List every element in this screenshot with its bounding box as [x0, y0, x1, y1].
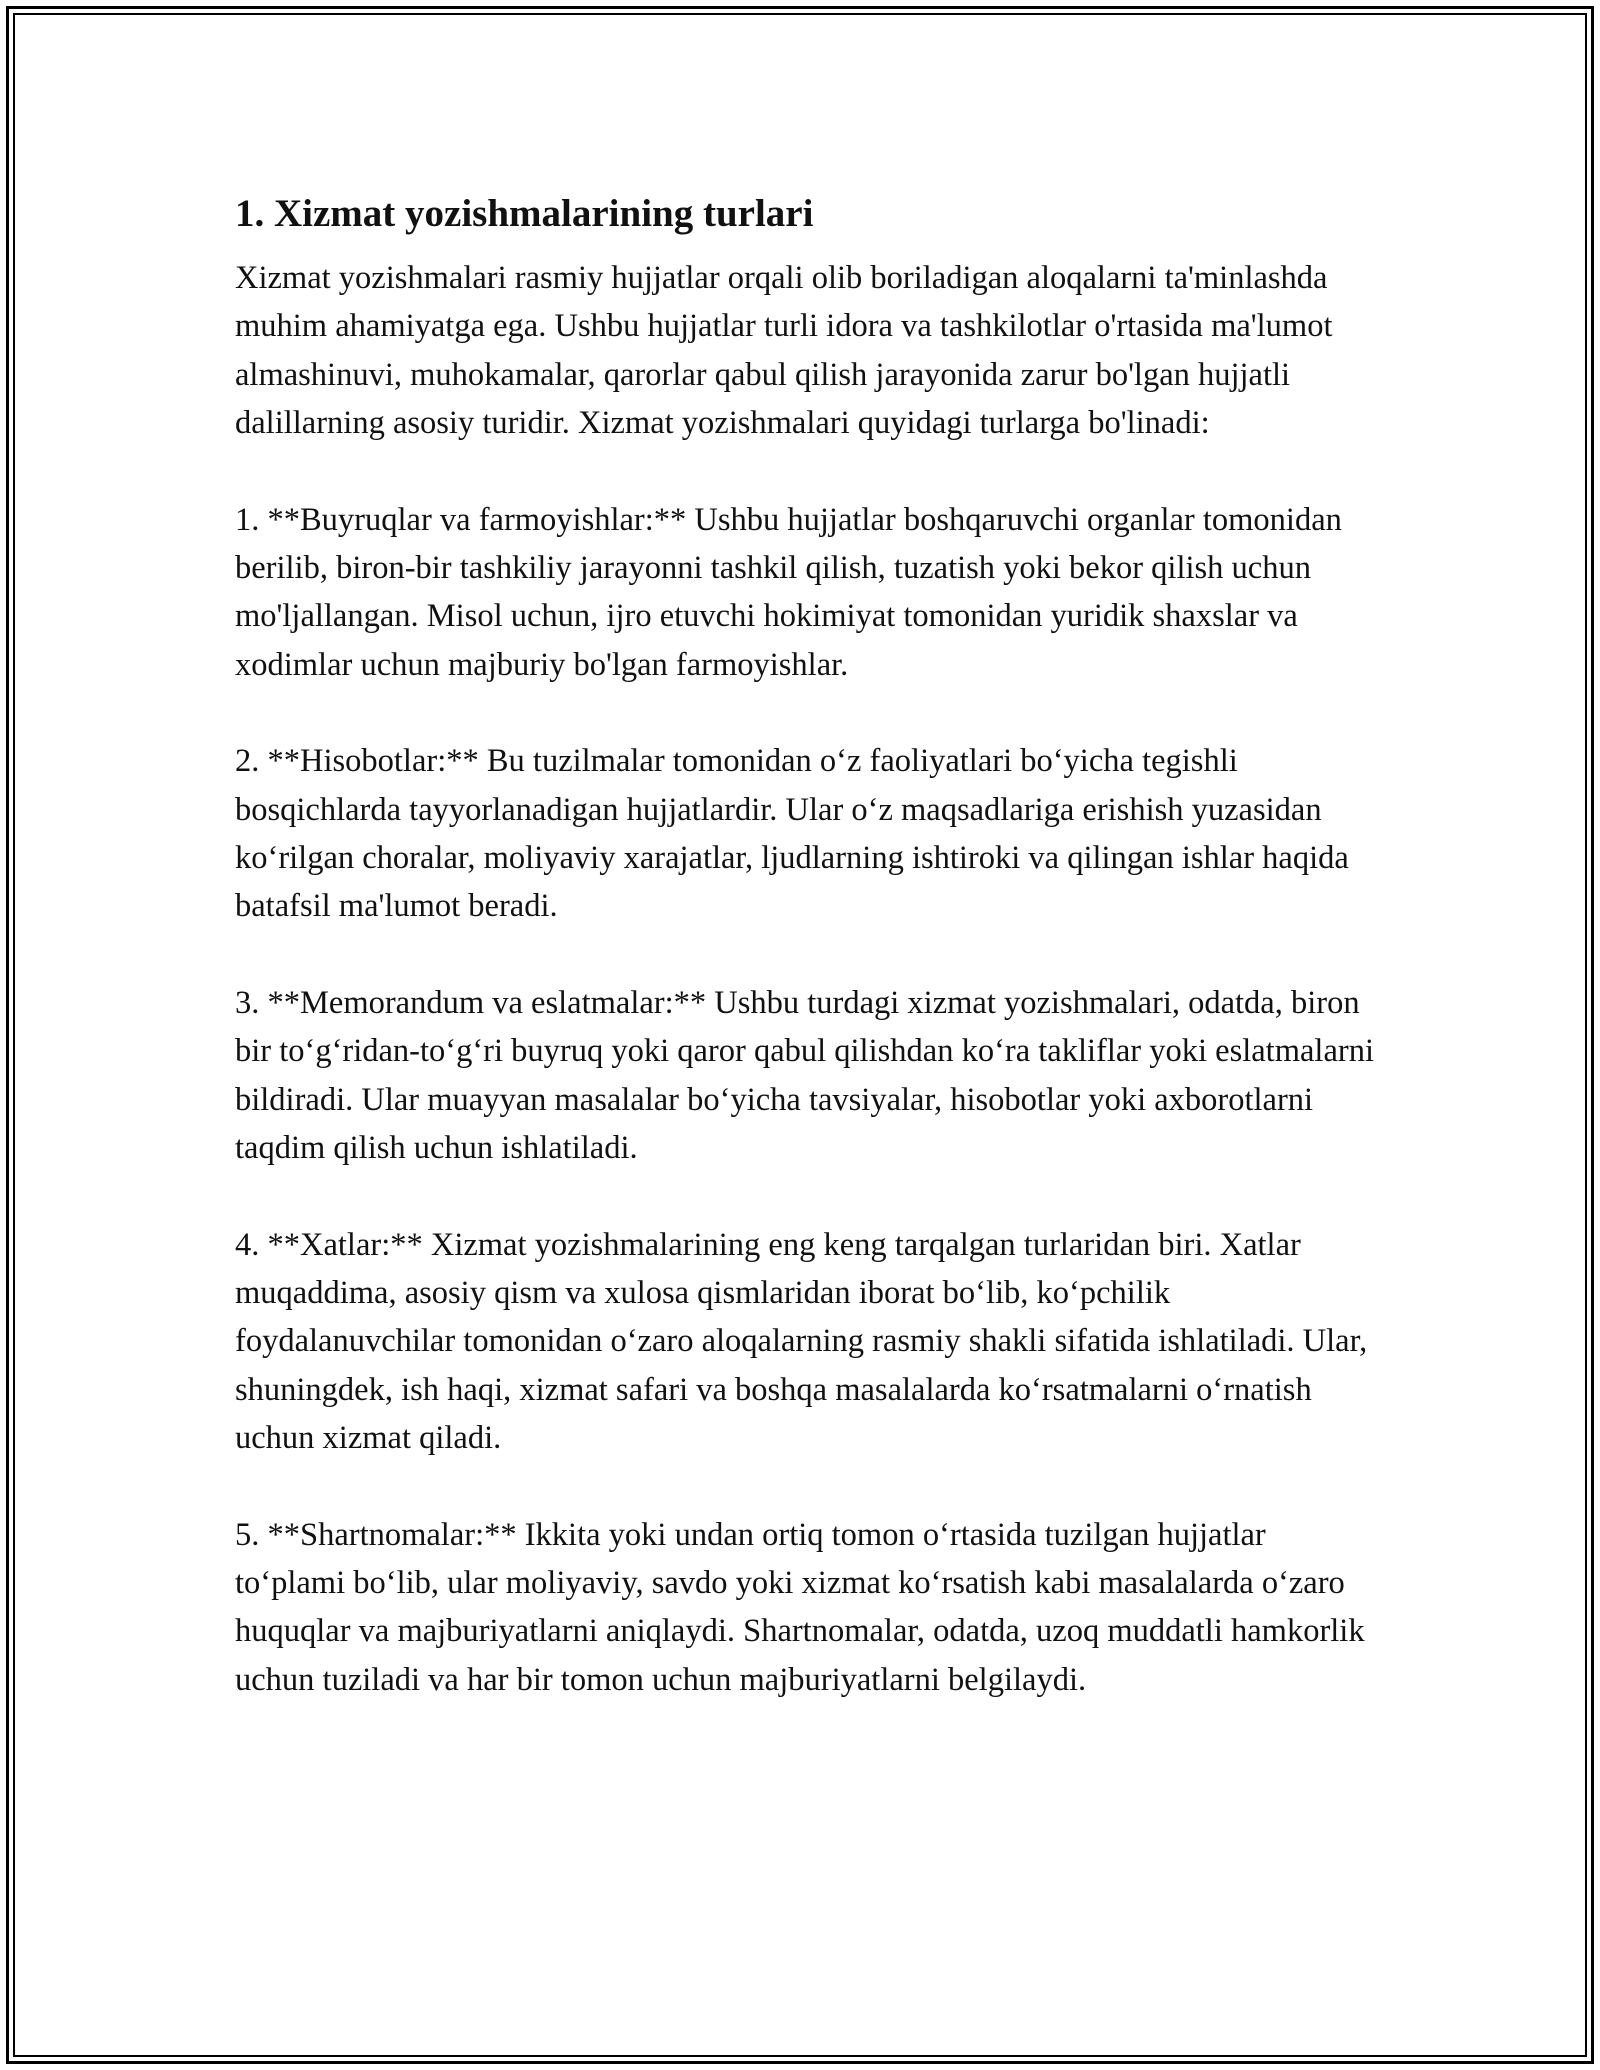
list-item-memorandum: 3. **Memorandum va eslatmalar:** Ushbu turdagi xizmat yozishmalari, odatda, biron bir to‘g‘ridan-to‘g‘ri buyruq yoki qaror qabul qilishdan ko‘ra takliflar yoki eslatmalarni bildiradi. Ular muayyan masalalar bo‘yicha tavsiyalar, hisobotlar yoki axborotlarni taqdim qilish uchun ishlatiladi.	[235, 984, 1374, 1167]
list-item-buyruqlar: 1. **Buyruqlar va farmoyishlar:** Ushbu hujjatlar boshqaruvchi organlar tomonidan berilib, biron-bir tashkiliy jarayonni tashkil qilish, tuzatish yoki bekor qilish uchun mo'ljallangan. Misol uchun, ijro etuvchi hokimiyat tomonidan yuridik shaxslar va xodimlar uchun majburiy bo'lgan farmoyishlar.	[235, 501, 1342, 683]
document-title: 1. Xizmat yozishmalarining turlari	[235, 192, 814, 235]
list-item-shartnomalar: 5. **Shartnomalar:** Ikkita yoki undan ortiq tomon o‘rtasida tuzilgan hujjatlar to‘plami bo‘lib, ular moliyaviy, savdo yoki xizmat ko‘rsatish kabi masalalarda o‘zaro huquqlar va majburiyatlarni aniqlaydi. Shartnomalar, odatda, uzoq muddatli hamkorlik uchun tuziladi va har bir tomon uchun majburiyatlarni belgilaydi.	[235, 1516, 1365, 1698]
intro-paragraph: Xizmat yozishmalari rasmiy hujjatlar orqali olib boriladigan aloqalarni ta'minlashda muhim ahamiyatga ega. Ushbu hujjatlar turli idora va tashkilotlar o'rtasida ma'lumot almashinuvi, muhokamalar, qarorlar qabul qilish jarayonida zarur bo'lgan hujjatli dalillarning asosiy turidir. Xizmat yozishmalari quyidagi turlarga bo'linadi:	[235, 260, 1333, 442]
list-item-xatlar: 4. **Xatlar:** Xizmat yozishmalarining eng keng tarqalgan turlaridan biri. Xatlar muqaddima, asosiy qism va xulosa qismlaridan iborat bo‘lib, ko‘pchilik foydalanuvchilar tomonidan o‘zaro aloqalarning rasmiy shakli sifatida ishlatiladi. Ular, shuningdek, ish haqi, xizmat safari va boshqa masalalarda ko‘rsatmalarni o‘rnatish uchun xizmat qiladi.	[235, 1226, 1368, 1457]
document-body	[235, 188, 1375, 1752]
list-item-hisobotlar: 2. **Hisobotlar:** Bu tuzilmalar tomonidan o‘z faoliyatlari bo‘yicha tegishli bosqichlarda tayyorlanadigan hujjatlardir. Ular o‘z maqsadlariga erishish yuzasidan ko‘rilgan choralar, moliyaviy xarajatlar, ljudlarning ishtiroki va qilingan ishlar haqida batafsil ma'lumot beradi.	[235, 743, 1349, 925]
